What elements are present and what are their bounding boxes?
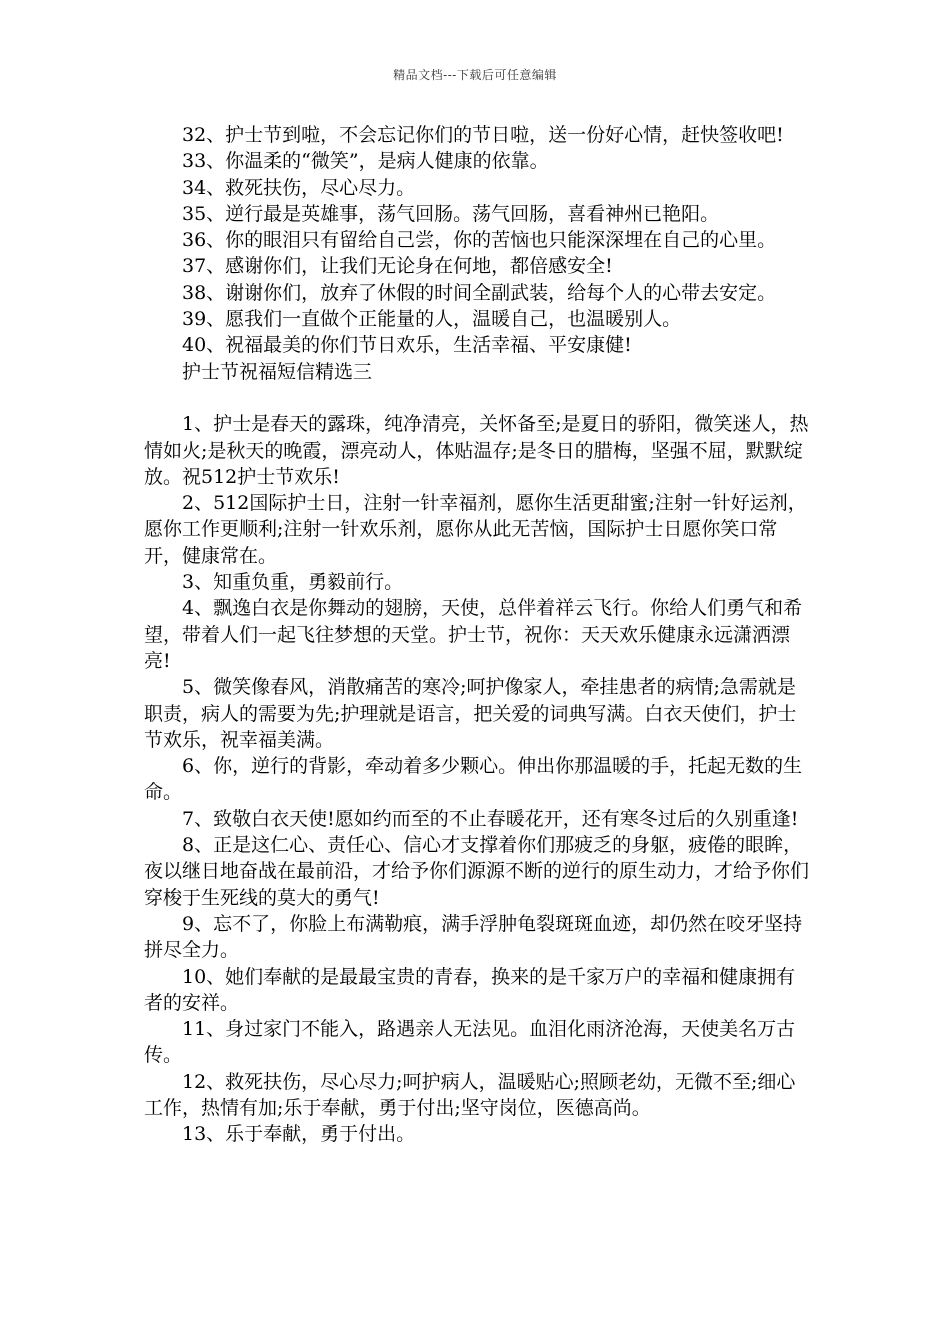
paragraph: 12、救死扶伤，尽心尽力;呵护病人，温暖贴心;照顾老幼，无微不至;细心工作，热情有加;乐于奉献，勇于付出;坚守岗位，医德高尚。 bbox=[144, 1070, 796, 1119]
paragraph: 1、护士是春天的露珠，纯净清亮，关怀备至;是夏日的骄阳，微笑迷人，热情如火;是秋天的晚霞，漂亮动人，体贴温存;是冬日的腊梅，坚强不屈，默默绽放。祝512护士节欢乐! bbox=[144, 413, 809, 488]
section-heading: 护士节祝福短信精选三 bbox=[182, 360, 373, 383]
paragraph: 8、正是这仁心、责任心、信心才支撑着你们那疲乏的身躯，疲倦的眼眸，夜以继日地奋战在最前沿，才给予你们源源不断的逆行的原生动力，才给予你们穿梭于生死线的莫大的勇气! bbox=[144, 834, 810, 909]
paragraph: 37、感谢你们，让我们无论身在何地，都倍感安全! bbox=[182, 255, 613, 278]
paragraph: 3、知重负重，勇毅前行。 bbox=[182, 571, 404, 594]
paragraph: 9、忘不了，你脸上布满勒痕，满手浮肿龟裂斑斑血迹，却仍然在咬牙坚持拼尽全力。 bbox=[144, 912, 803, 962]
paragraph: 38、谢谢你们，放弃了休假的时间全副武装，给每个人的心带去安定。 bbox=[182, 281, 777, 304]
document-body bbox=[144, 122, 812, 1148]
paragraph: 10、她们奉献的是最最宝贵的青春，换来的是千家万户的幸福和健康拥有者的安祥。 bbox=[144, 965, 796, 1014]
paragraph: 39、愿我们一直做个正能量的人，温暖自己，也温暖别人。 bbox=[182, 308, 682, 331]
blank-line bbox=[144, 385, 812, 411]
page-header: 精品文档---下载后可任意编辑 bbox=[393, 68, 557, 82]
paragraph: 6、你，逆行的背影，牵动着多少颗心。伸出你那温暖的手，托起无数的生命。 bbox=[144, 755, 803, 804]
paragraph: 40、祝福最美的你们节日欢乐，生活幸福、平安康健! bbox=[182, 334, 632, 357]
paragraph: 34、救死扶伤，尽心尽力。 bbox=[182, 176, 416, 199]
paragraph: 33、你温柔的“微笑”，是病人健康的依靠。 bbox=[182, 150, 549, 173]
paragraph: 4、飘逸白衣是你舞动的翅膀，天使，总伴着祥云飞行。你给人们勇气和希望，带着人们一起飞往梦想的天堂。护士节，祝你：天天欢乐健康永远潇洒漂亮! bbox=[144, 597, 803, 672]
paragraph: 35、逆行最是英雄事，荡气回肠。荡气回肠，喜看神州已艳阳。 bbox=[182, 202, 720, 225]
paragraph: 36、你的眼泪只有留给自己尝，你的苦恼也只能深深埋在自己的心里。 bbox=[182, 229, 777, 252]
paragraph: 2、512国际护士日，注射一针幸福剂，愿你生活更甜蜜;注射一针好运剂，愿你工作更顺利;注射一针欢乐剂，愿你从此无苦恼，国际护士日愿你笑口常开，健康常在。 bbox=[144, 492, 807, 567]
paragraph: 32、护士节到啦，不会忘记你们的节日啦，送一份好心情，赶快签收吧! bbox=[182, 124, 784, 146]
paragraph: 7、致敬白衣天使!愿如约而至的不止春暖花开，还有寒冬过后的久别重逢! bbox=[182, 807, 799, 830]
paragraph: 11、身过家门不能入，路遇亲人无法见。血泪化雨济沧海，天使美名万古传。 bbox=[144, 1018, 796, 1067]
paragraph: 5、微笑像春风，消散痛苦的寒冷;呵护像家人，牵挂患者的病情;急需就是职责，病人的需要为先;护理就是语言，把关爱的词典写满。白衣天使们，护士节欢乐，祝幸福美满。 bbox=[144, 676, 797, 751]
paragraph: 13、乐于奉献，勇于付出。 bbox=[182, 1123, 416, 1146]
